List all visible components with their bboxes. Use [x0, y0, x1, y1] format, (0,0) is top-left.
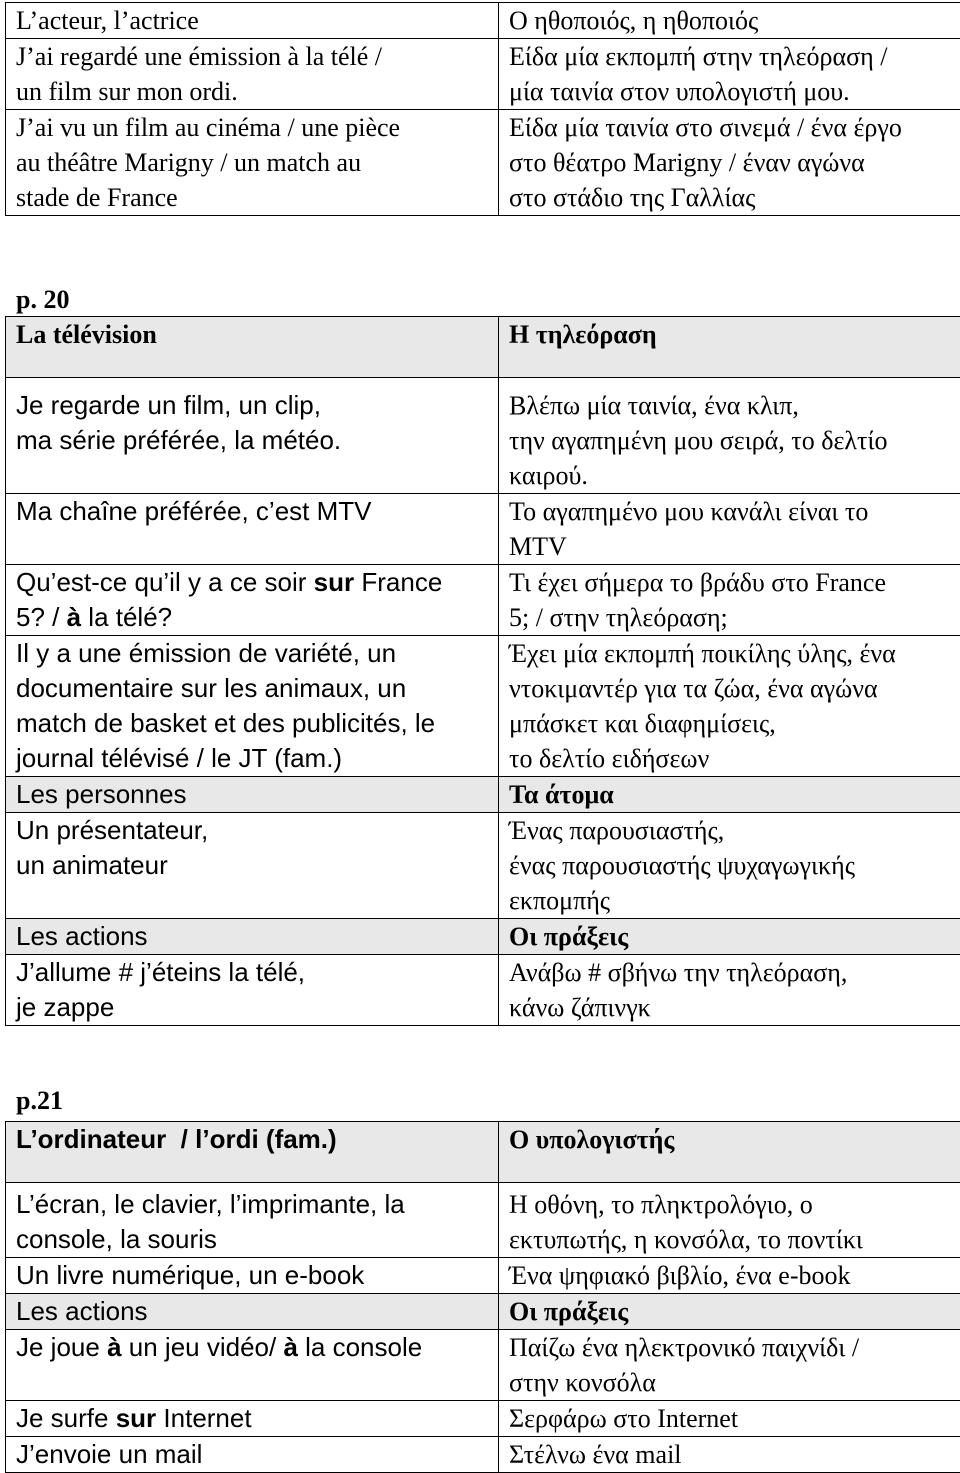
greek-cell	[499, 813, 960, 919]
text-run: la console	[297, 1332, 423, 1362]
french-line: un film sur mon ordi.	[16, 77, 238, 106]
french-cell	[6, 636, 499, 777]
greek-cell	[499, 955, 960, 1026]
greek-line: στο θέατρο Marigny / έναν αγώνα	[509, 148, 865, 177]
table-row	[6, 813, 960, 919]
greek-cell	[499, 565, 960, 636]
french-line: je zappe	[16, 992, 115, 1022]
subsection-header-greek: Τα άτομα	[499, 777, 960, 813]
greek-line: Ένας παρουσιαστής,	[509, 816, 725, 845]
french-cell	[6, 3, 499, 39]
table-row	[6, 1183, 960, 1258]
table-row	[6, 110, 960, 216]
greek-cell	[499, 494, 960, 565]
vocab-table-intro	[5, 2, 960, 216]
greek-line: εκτυπωτής, η κονσόλα, το ποντίκι	[509, 1225, 863, 1254]
text-run: Internet	[156, 1403, 252, 1433]
french-cell: J’envoie un mail	[6, 1437, 499, 1473]
greek-line: Είδα μία ταινία στο σινεμά / ένα έργο	[509, 113, 902, 142]
french-text: Ma chaîne préférée, c’est MTV	[16, 496, 372, 526]
greek-line: το δελτίο ειδήσεων	[509, 744, 710, 773]
french-line: un animateur	[16, 850, 168, 880]
greek-line: ντοκιμαντέρ για τα ζώα, ένα αγώνα	[509, 674, 878, 703]
french-line: J’allume # j’éteins la télé,	[16, 957, 306, 987]
greek-line: κάνω ζάπινγκ	[509, 993, 651, 1022]
table-row	[6, 1437, 960, 1473]
vocab-table-computer	[5, 1121, 960, 1473]
bold-text-run: à	[66, 602, 82, 632]
french-line: au théâtre Marigny / un match au	[16, 148, 362, 177]
greek-line: ένας παρουσιαστής ψυχαγωγικής	[509, 851, 855, 880]
greek-cell: Στέλνω ένα mail	[499, 1437, 960, 1473]
bold-text-run: sur	[115, 1403, 157, 1433]
greek-line: μία ταινία στον υπολογιστή μου.	[509, 77, 850, 106]
french-line: Je regarde un film, un clip,	[16, 390, 321, 420]
french-line: Un présentateur,	[16, 815, 209, 845]
page-label-20: p. 20	[16, 285, 70, 314]
subsection-header-french: Les actions	[6, 1294, 499, 1330]
french-cell: Un livre numérique, un e-book	[6, 1258, 499, 1294]
vocab-table-television	[5, 316, 960, 1026]
french-line: match de basket et des publicités, le	[16, 708, 436, 738]
greek-line: Ανάβω # σβήνω την τηλεόραση,	[509, 958, 848, 987]
french-cell	[6, 1330, 499, 1401]
subsection-header-greek: Οι πράξεις	[499, 1294, 960, 1330]
subsection-header-row	[6, 777, 960, 813]
greek-line: στην κονσόλα	[509, 1368, 656, 1397]
french-cell	[6, 494, 499, 565]
french-line	[16, 565, 488, 600]
greek-text: Ο ηθοποιός, η ηθοποιός	[509, 6, 759, 35]
french-cell	[6, 378, 499, 494]
greek-line: στο στάδιο της Γαλλίας	[509, 183, 756, 212]
section-header-french: La télévision	[6, 317, 499, 378]
french-cell	[6, 1183, 499, 1258]
french-line: console, la souris	[16, 1224, 217, 1254]
section-header-row	[6, 317, 960, 378]
table-row	[6, 636, 960, 777]
section-header-greek: Η τηλεόραση	[499, 317, 960, 378]
french-line: Il y a une émission de variété, un	[16, 638, 397, 668]
text-run: la télé?	[81, 602, 173, 632]
greek-line: Τι έχει σήμερα το βράδυ στο France	[509, 568, 886, 597]
greek-cell: Ένα ψηφιακό βιβλίο, ένα e-book	[499, 1258, 960, 1294]
greek-line: MTV	[509, 532, 567, 561]
table-row	[6, 39, 960, 110]
french-line: J’ai vu un film au cinéma / une pièce	[16, 113, 401, 142]
table-row	[6, 378, 960, 494]
greek-cell	[499, 1330, 960, 1401]
text-run: France	[354, 567, 443, 597]
french-text: L’acteur, l’actrice	[16, 6, 199, 35]
section-header-greek: Ο υπολογιστής	[499, 1122, 960, 1183]
greek-cell	[499, 1183, 960, 1258]
french-line: journal télévisé / le JT (fam.)	[16, 743, 343, 773]
bold-text-run: à	[107, 1332, 122, 1362]
bold-text-run: sur	[313, 567, 355, 597]
greek-cell	[499, 378, 960, 494]
french-line: documentaire sur les animaux, un	[16, 673, 407, 703]
page-label-21: p.21	[16, 1086, 63, 1115]
table-row	[6, 1330, 960, 1401]
french-line: L’écran, le clavier, l’imprimante, la	[16, 1189, 405, 1219]
greek-line: Έχει μία εκπομπή ποικίλης ύλης, ένα	[509, 639, 896, 668]
table-row	[6, 565, 960, 636]
french-cell	[6, 565, 499, 636]
table-row	[6, 1258, 960, 1294]
subsection-header-greek: Οι πράξεις	[499, 919, 960, 955]
greek-line: Βλέπω μία ταινία, ένα κλιπ,	[509, 391, 799, 420]
text-run: un jeu vidéo/	[121, 1332, 284, 1362]
greek-cell: Σερφάρω στο Internet	[499, 1401, 960, 1437]
text-run: Je surfe	[16, 1403, 116, 1433]
section-header-french: L’ordinateur / l’ordi (fam.)	[6, 1122, 499, 1183]
greek-cell	[499, 3, 960, 39]
table-row	[6, 3, 960, 39]
table-row	[6, 955, 960, 1026]
greek-cell	[499, 39, 960, 110]
french-line	[16, 1401, 488, 1436]
french-line	[16, 1330, 488, 1365]
french-line: stade de France	[16, 183, 178, 212]
greek-line: Είδα μία εκπομπή στην τηλεόραση /	[509, 42, 888, 71]
greek-line: 5; / στην τηλεόραση;	[509, 603, 728, 632]
subsection-header-french: Les personnes	[6, 777, 499, 813]
table-row	[6, 494, 960, 565]
greek-line: Παίζω ένα ηλεκτρονικό παιχνίδι /	[509, 1333, 860, 1362]
text-run: Qu’est-ce qu’il y a ce soir	[16, 567, 314, 597]
french-line: J’ai regardé une émission à la télé /	[16, 42, 383, 71]
subsection-header-row	[6, 1294, 960, 1330]
greek-line: μπάσκετ και διαφημίσεις,	[509, 709, 776, 738]
table-row	[6, 1401, 960, 1437]
section-header-row	[6, 1122, 960, 1183]
french-line	[16, 600, 488, 635]
greek-cell	[499, 110, 960, 216]
text-run: 5? /	[16, 602, 67, 632]
greek-line: καιρού.	[509, 461, 588, 490]
greek-line: Η οθόνη, το πληκτρολόγιο, ο	[509, 1190, 813, 1219]
subsection-header-french: Les actions	[6, 919, 499, 955]
french-line: ma série préférée, la météo.	[16, 425, 342, 455]
text-run: Je joue	[16, 1332, 108, 1362]
bold-text-run: à	[283, 1332, 298, 1362]
french-cell	[6, 39, 499, 110]
french-cell	[6, 955, 499, 1026]
french-cell	[6, 1401, 499, 1437]
greek-line: την αγαπημένη μου σειρά, το δελτίο	[509, 426, 888, 455]
greek-line: Το αγαπημένο μου κανάλι είναι το	[509, 497, 869, 526]
greek-line: εκπομπής	[509, 886, 611, 915]
french-cell	[6, 110, 499, 216]
greek-cell	[499, 636, 960, 777]
french-cell	[6, 813, 499, 919]
subsection-header-row	[6, 919, 960, 955]
